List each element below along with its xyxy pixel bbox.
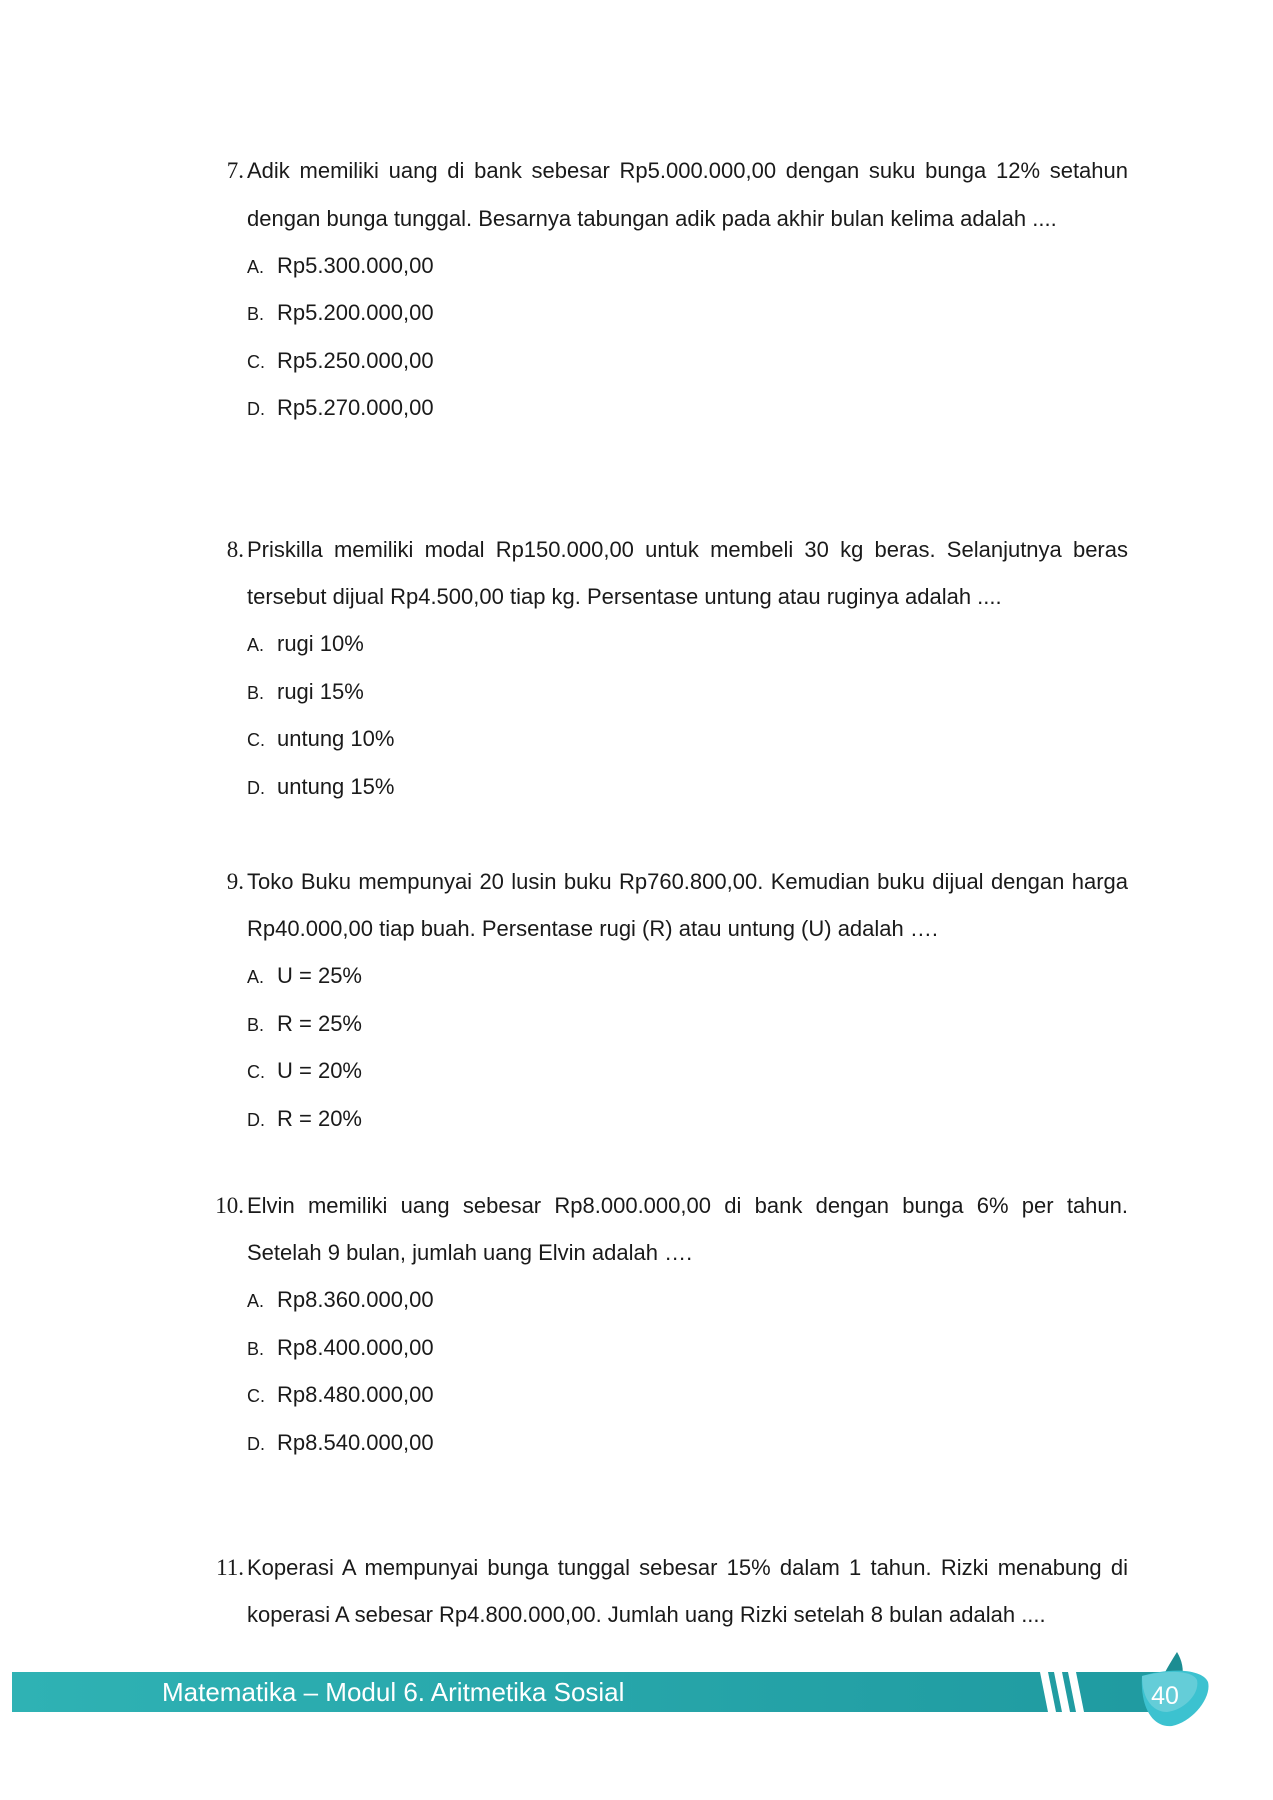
- question-text: Adik memiliki uang di bank sebesar Rp5.000.000,00 dengan suku bunga 12% setahun dengan bunga tunggal. Besarnya tabungan adik pada akhir bulan kelima adalah ....: [247, 158, 1128, 231]
- option-text: Rp5.200.000,00: [277, 300, 434, 326]
- option-c: [247, 715, 1128, 762]
- option-text: untung 15%: [277, 773, 395, 799]
- question-number: 8.: [226, 536, 244, 562]
- option-letter: C.: [247, 1062, 265, 1083]
- option-c: [247, 1371, 1128, 1418]
- option-letter: C.: [247, 351, 265, 372]
- option-b: [247, 668, 1128, 715]
- option-d: [247, 763, 1128, 810]
- option-text: Rp5.270.000,00: [277, 395, 434, 421]
- option-letter: D.: [247, 777, 265, 798]
- option-b: [247, 1000, 1128, 1047]
- option-text: rugi 15%: [277, 678, 364, 704]
- question-number: 11.: [216, 1554, 244, 1580]
- option-letter: A.: [247, 257, 265, 278]
- option-d: [247, 1419, 1128, 1466]
- question-text: Priskilla memiliki modal Rp150.000,00 untuk membeli 30 kg beras. Selanjutnya beras tersebut dijual Rp4.500,00 tiap kg. Persentase untung atau ruginya adalah ....: [247, 536, 1128, 609]
- option-letter: A.: [247, 635, 265, 656]
- question-11: [200, 1544, 1128, 1639]
- option-d: [247, 384, 1128, 431]
- option-text: Rp8.360.000,00: [277, 1287, 434, 1313]
- question-text: Koperasi A mempunyai bunga tunggal sebesar 15% dalam 1 tahun. Rizki menabung di koperasi A sebesar Rp4.800.000,00. Jumlah uang Rizki setelah 8 bulan adalah ....: [247, 1554, 1128, 1628]
- question-number: 7.: [226, 158, 244, 184]
- option-letter: C.: [247, 730, 265, 751]
- option-letter: D.: [247, 399, 265, 420]
- option-text: U = 25%: [277, 963, 362, 989]
- page-number: 40: [1151, 1682, 1179, 1710]
- option-d: [247, 1095, 1128, 1142]
- question-text: Toko Buku mempunyai 20 lusin buku Rp760.800,00. Kemudian buku dijual dengan harga Rp40.000,00 tiap buah. Persentase rugi (R) atau untung (U) adalah ….: [247, 868, 1128, 942]
- option-letter: B.: [247, 1338, 265, 1359]
- question-10: [200, 1182, 1128, 1466]
- question-7: [200, 147, 1128, 431]
- option-a: [247, 1276, 1128, 1323]
- option-a: [247, 952, 1128, 999]
- option-a: [247, 242, 1128, 289]
- option-a: [247, 620, 1128, 667]
- option-letter: B.: [247, 682, 265, 703]
- footer-title: Matematika – Modul 6. Aritmetika Sosial: [162, 1677, 625, 1707]
- stripes-decoration: [1040, 1668, 1100, 1714]
- question-text: Elvin memiliki uang sebesar Rp8.000.000,00 di bank dengan bunga 6% per tahun. Setelah 9 bulan, jumlah uang Elvin adalah ….: [247, 1192, 1128, 1265]
- option-text: Rp8.540.000,00: [277, 1429, 434, 1455]
- question-number: 10.: [215, 1192, 244, 1218]
- option-text: R = 20%: [277, 1105, 362, 1131]
- option-letter: B.: [247, 304, 265, 325]
- option-text: R = 25%: [277, 1010, 362, 1036]
- option-text: U = 20%: [277, 1058, 362, 1084]
- option-letter: B.: [247, 1014, 265, 1035]
- option-letter: D.: [247, 1433, 265, 1454]
- option-c: [247, 337, 1128, 384]
- question-9: [200, 858, 1128, 1142]
- option-letter: C.: [247, 1386, 265, 1407]
- option-b: [247, 1324, 1128, 1371]
- question-number: 9.: [226, 868, 244, 894]
- option-text: rugi 10%: [277, 631, 364, 657]
- option-text: untung 10%: [277, 726, 395, 752]
- option-letter: A.: [247, 1291, 265, 1312]
- option-letter: A.: [247, 967, 265, 988]
- option-text: Rp5.250.000,00: [277, 347, 434, 373]
- option-b: [247, 289, 1128, 336]
- option-c: [247, 1047, 1128, 1094]
- option-letter: D.: [247, 1109, 265, 1130]
- option-text: Rp5.300.000,00: [277, 253, 434, 279]
- option-text: Rp8.480.000,00: [277, 1382, 434, 1408]
- question-8: [200, 526, 1128, 810]
- option-text: Rp8.400.000,00: [277, 1334, 434, 1360]
